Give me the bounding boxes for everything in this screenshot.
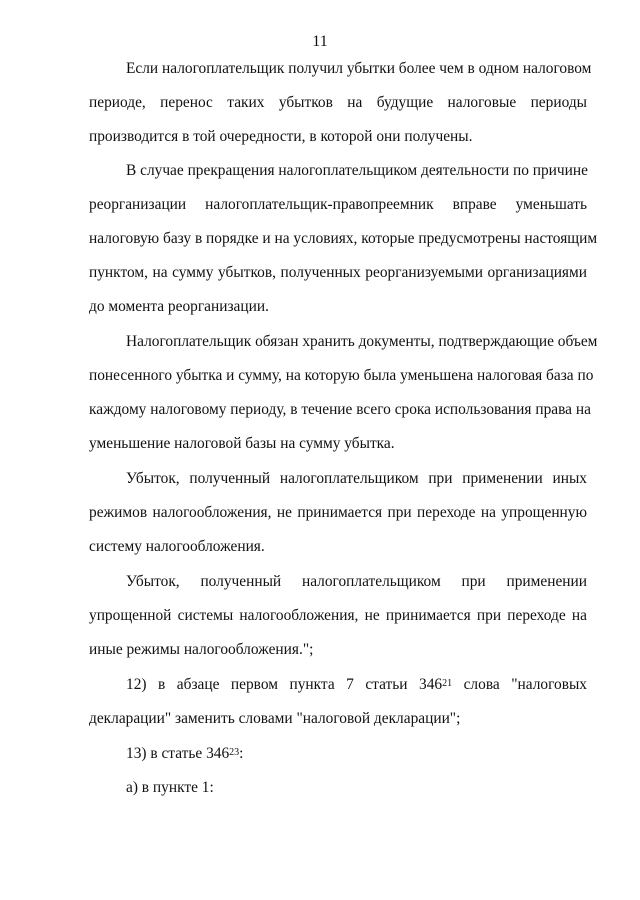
paragraph-line: каждому налоговому периоду, в течение всего срока использования права на — [89, 401, 591, 418]
paragraph-line: пунктом, на сумму убытков, полученных реорганизуемыми организациями — [89, 264, 587, 281]
item-12-text: 12) в абзаце первом пункта 7 статьи 346 — [126, 676, 443, 693]
paragraph-line: понесенного убытка и сумму, на которую была уменьшена налоговая база по — [89, 367, 594, 384]
paragraph-line: Налогоплательщик обязан хранить документы, подтверждающие объем — [126, 333, 598, 350]
paragraph-line: реорганизации налогоплательщик-правопреемник вправе уменьшать — [89, 196, 587, 213]
paragraph-line: режимов налогообложения, не принимается при переходе на упрощенную — [89, 504, 587, 521]
paragraph-line: периоде, перенос таких убытков на будущие налоговые периоды — [89, 94, 587, 111]
paragraph-line: Убыток, полученный налогоплательщиком при применении — [126, 573, 587, 590]
item-12-superscript: 21 — [442, 678, 453, 689]
item-12-text-end: слова "налоговых — [452, 676, 587, 693]
paragraph-line: уменьшение налоговой базы на сумму убытка. — [89, 435, 395, 452]
paragraph-line: Убыток, полученный налогоплательщиком при применении иных — [126, 470, 587, 487]
paragraph-line: упрощенной системы налогообложения, не принимается при переходе на — [89, 607, 587, 624]
page-number: 11 — [312, 33, 328, 50]
item-12-line-2: декларации" заменить словами "налоговой декларации"; — [89, 710, 461, 727]
paragraph-line: производится в той очередности, в которой они получены. — [89, 128, 473, 145]
paragraph-line: до момента реорганизации. — [89, 298, 269, 315]
item-13-colon: : — [239, 745, 244, 762]
item-13-line — [126, 744, 243, 766]
item-a-line: а) в пункте 1: — [126, 779, 214, 796]
paragraph-line: иные режимы налогообложения."; — [89, 641, 314, 658]
item-13-text: 13) в статье 346 — [126, 745, 230, 762]
paragraph-line: систему налогообложения. — [89, 538, 265, 555]
item-13-superscript: 23 — [229, 747, 240, 758]
paragraph-line: Если налогоплательщик получил убытки более чем в одном налоговом — [126, 60, 592, 77]
paragraph-line: В случае прекращения налогоплательщиком деятельности по причине — [126, 162, 588, 179]
paragraph-line: налоговую базу в порядке и на условиях, которые предусмотрены настоящим — [89, 230, 598, 247]
item-12-line — [126, 675, 587, 697]
